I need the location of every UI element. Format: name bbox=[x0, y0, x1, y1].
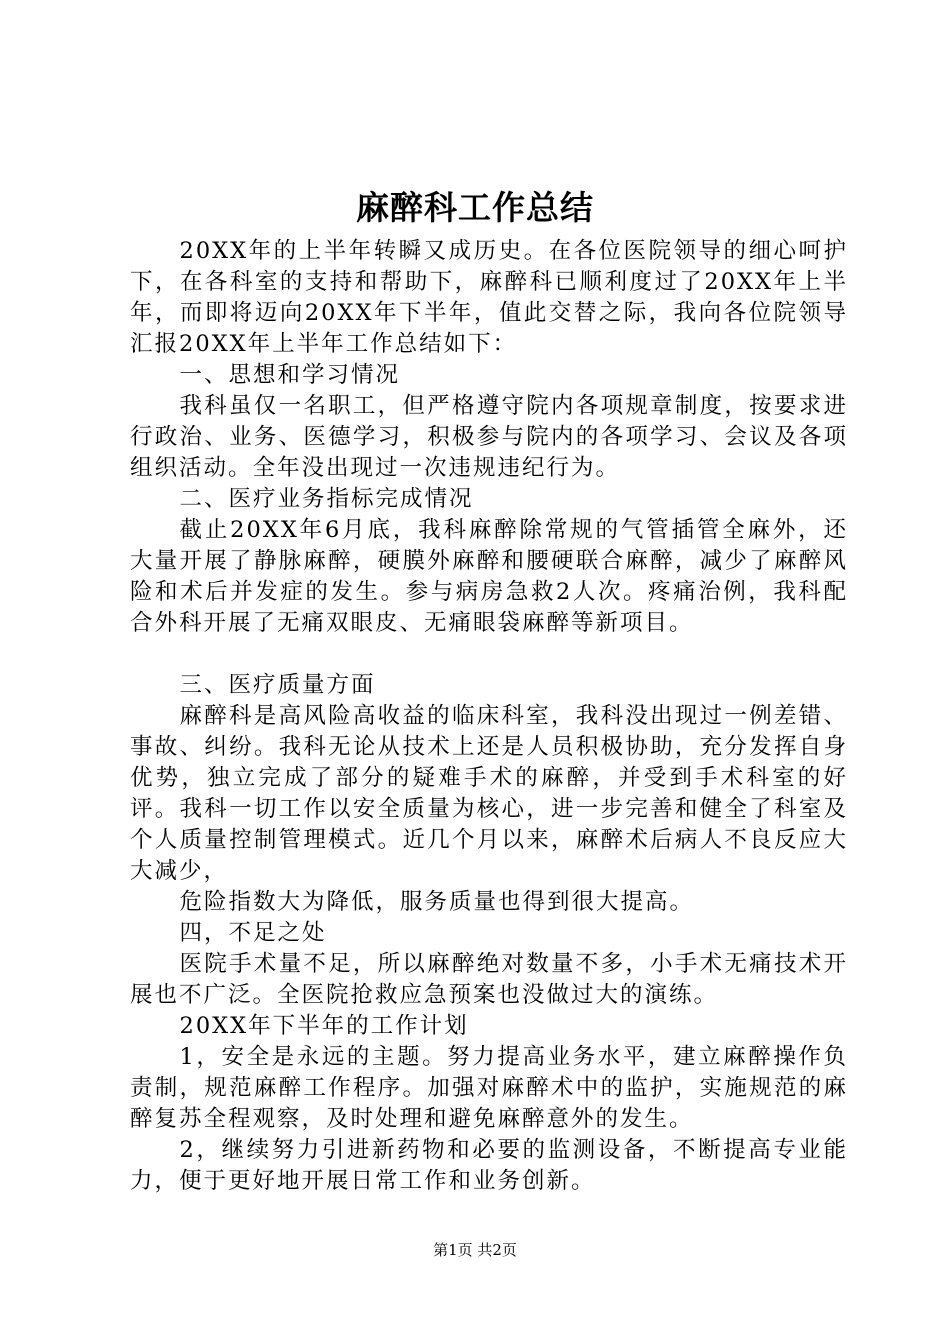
section-heading-medical-indicators: 二、医疗业务指标完成情况 bbox=[179, 486, 474, 512]
page-footer: 第1页 共2页 bbox=[433, 1241, 517, 1259]
section-heading-work-plan: 20XX年下半年的工作计划 bbox=[179, 1013, 469, 1039]
paragraph-medical-quality-continued: 危险指数大为降低，服务质量也得到很大提高。 bbox=[179, 889, 695, 915]
intro-paragraph: 20XX年的上半年转瞬又成历史。在各位医院领导的细心呵护下，在各科室的支持和帮助下，麻醉科已顺利度过了20XX年上半年，而即将迈向20XX年下半年，值此交替之际，我向各位院领导汇报20XX年上半年工作总结如下： bbox=[130, 238, 848, 357]
plan-item-1: 1，安全是永远的主题。努力提高业务水平，建立麻醉操作负责制，规范麻醉工作程序。加强对麻醉术中的监护，实施规范的麻醉复苏全程观察，及时处理和避免麻醉意外的发生。 bbox=[130, 1044, 848, 1132]
plan-item-2: 2，继续努力引进新药物和必要的监测设备，不断提高专业能力，便于更好地开展日常工作和业务创新。 bbox=[130, 1137, 848, 1194]
paragraph-medical-quality: 麻醉科是高风险高收益的临床科室，我科没出现过一例差错、事故、纠纷。我科无论从技术上还是人员积极协助，充分发挥自身优势，独立完成了部分的疑难手术的麻醉，并受到手术科室的好评。我科一切工作以安全质量为核心，进一步完善和健全了科室及个人质量控制管理模式。近几个月以来，麻醉术后病人不良反应大大减少， bbox=[130, 703, 848, 884]
section-heading-medical-quality: 三、医疗质量方面 bbox=[179, 672, 376, 698]
paragraph-medical-indicators: 截止20XX年6月底，我科麻醉除常规的气管插管全麻外，还大量开展了静脉麻醉，硬膜外麻醉和腰硬联合麻醉，减少了麻醉风险和术后并发症的发生。参与病房急救2人次。疼痛治例，我科配合外科开展了无痛双眼皮、无痛眼袋麻醉等新项目。 bbox=[130, 517, 848, 636]
document-title: 麻醉科工作总结 bbox=[356, 188, 594, 227]
paragraph-shortcomings: 医院手术量不足，所以麻醉绝对数量不多，小手术无痛技术开展也不广泛。全医院抢救应急预案也没做过大的演练。 bbox=[130, 951, 848, 1008]
document-body bbox=[130, 236, 848, 1197]
paragraph-thought-study: 我科虽仅一名职工，但严格遵守院内各项规章制度，按要求进行政治、业务、医德学习，积极参与院内的各项学习、会议及各项组织活动。全年没出现过一次违规违纪行为。 bbox=[130, 393, 848, 481]
section-heading-thought-study: 一、思想和学习情况 bbox=[179, 362, 401, 388]
section-heading-shortcomings: 四，不足之处 bbox=[179, 920, 327, 946]
